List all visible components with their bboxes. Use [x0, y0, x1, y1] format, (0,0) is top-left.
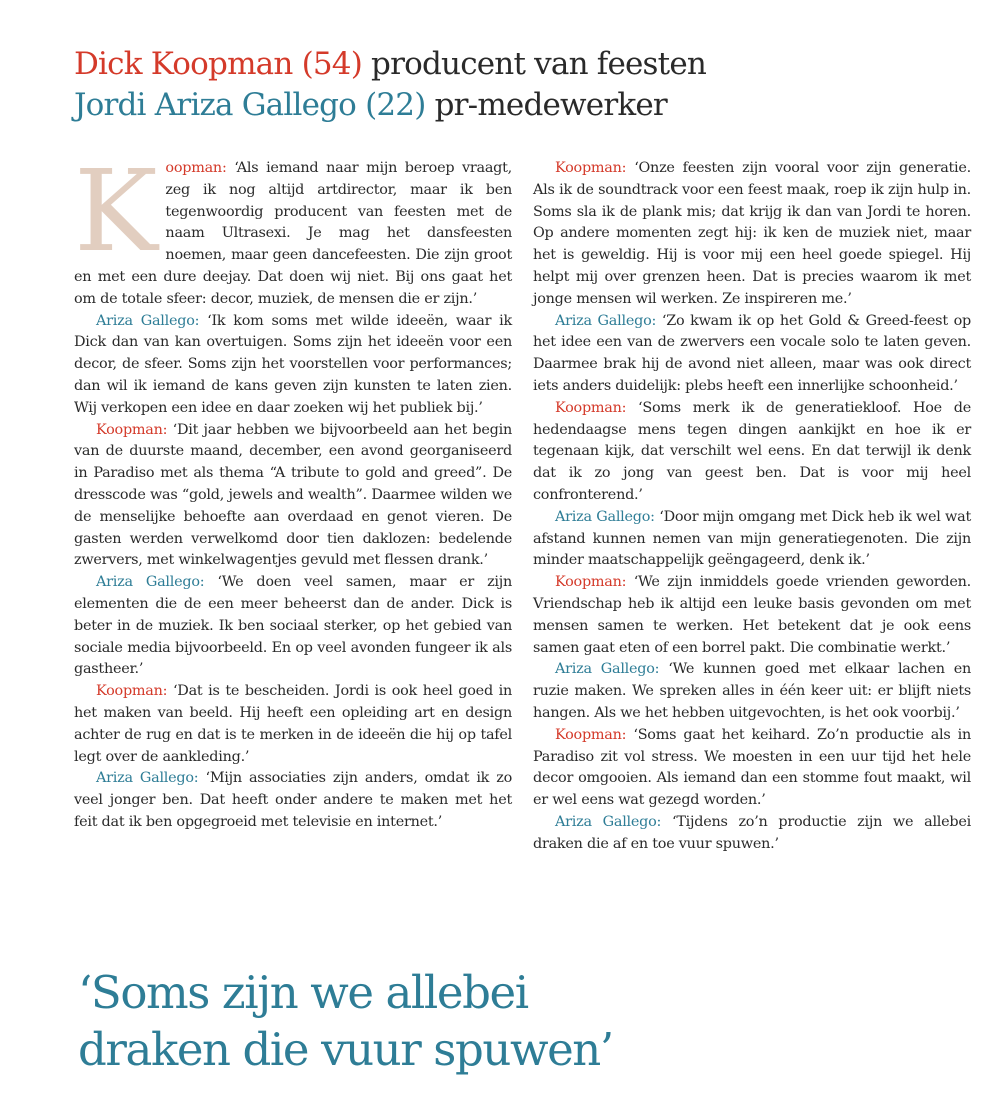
speaker-ariza-gallego: Ariza Gallego:	[555, 508, 655, 525]
paragraph-3	[74, 420, 512, 573]
paragraph-text: ‘Onze feesten zijn vooral voor zijn generatie. Als ik de soundtrack voor een feest maak, roep ik zijn hulp in. Soms sla ik de plank mis; dat krijg ik dan van Jordi te horen. Op andere momenten zegt hij: ik ken de muziek niet, maar het is geweldig. Hij is voor mij een heel goede spiegel. Hij helpt mij over grenzen heen. Dat is precies waarom ik met jonge mensen wil werken. Ze inspireren me.’	[533, 160, 971, 307]
paragraph-13	[533, 725, 971, 812]
speaker-koopman: Koopman:	[555, 574, 627, 591]
paragraph-8	[533, 311, 971, 398]
paragraph-text: ‘Mijn associaties zijn anders, omdat ik zo veel jonger ben. Dat heeft onder andere te maken met het feit dat ik ben opgegroeid met televisie en internet.’	[74, 770, 512, 830]
speaker-ariza-gallego: Ariza Gallego:	[96, 770, 199, 787]
paragraph-text: ‘We kunnen goed met elkaar lachen en ruzie maken. We spreken alles in één keer uit: er blijft niets hangen. Als we het hebben uitgevochten, is het ook voorbij.’	[533, 661, 971, 721]
paragraph-text: ‘Dit jaar hebben we bijvoorbeeld aan het begin van de duurste maand, december, een avond georganiseerd in Paradiso met als thema “A tribute to gold and greed”. De dresscode was “gold, jewels and wealth”. Daarmee wilden we de menselijke behoefte aan overdaad en genot vieren. De gasten werden verwelkomd door tien daklozen: bedelende zwervers, met winkelwagentjes gevuld met flessen drank.’	[74, 421, 512, 569]
speaker-koopman: Koopman:	[96, 421, 168, 438]
speaker-koopman: Koopman:	[555, 399, 627, 416]
speaker-koopman: Koopman:	[96, 683, 168, 700]
speaker-ariza-gallego: Ariza Gallego:	[96, 574, 205, 591]
paragraph-1	[74, 147, 512, 311]
paragraph-text: ‘We zijn inmiddels goede vrienden geworden. Vriendschap heb ik altijd een leuke basis gevonden om met mensen samen te werken. Het betekent dat je ook eens samen gaat eten of een borrel pakt. Die combinatie werkt.’	[533, 574, 971, 656]
pull-quote	[78, 964, 938, 1078]
article-column-left	[74, 147, 512, 834]
speaker-koopman: Koopman:	[555, 160, 627, 176]
pull-quote-line-1: ‘Soms zijn we allebei	[78, 966, 528, 1019]
paragraph-7	[533, 158, 971, 311]
header-name-ariza: Jordi Ariza Gallego (22)	[74, 87, 426, 123]
paragraph-text: ‘Ik kom soms met wilde ideeën, waar ik Dick dan van kan overtuigen. Soms zijn het ideeën voor een decor, de sfeer. Soms zijn het voorstellen voor performances; dan wil ik iemand de kans geven zijn kunsten te laten zien. Wij verkopen een idee en daar zoeken wij het publiek bij.’	[74, 312, 512, 416]
paragraph-text: ‘Door mijn omgang met Dick heb ik wel wat afstand kunnen nemen van mijn generatiegenoten. Die zijn minder maatschappelijk geëngageerd, denk ik.’	[533, 508, 971, 569]
paragraph-text: ‘Soms gaat het keihard. Zo’n productie als in Paradiso zit vol stress. We moesten in een uur tijd het hele decor omgooien. Als iemand dan een stomme fout maakt, wil er wel eens wat gezegd worden.’	[533, 726, 971, 809]
paragraph-4	[74, 572, 512, 681]
header-line-koopman	[74, 44, 954, 85]
header-line-ariza	[74, 85, 954, 126]
paragraph-text: ‘Zo kwam ik op het Gold & Greed-feest op het idee een van de zwervers een vocale solo te laten geven. Daarmee brak hij de avond niet alleen, maar was ook direct iets anders duidelijk: plebs heeft een innerlijke schoonheid.’	[533, 312, 971, 394]
paragraph-9	[533, 398, 971, 507]
header-role-ariza: pr-medewerker	[425, 87, 667, 123]
article-column-right	[533, 158, 971, 856]
paragraph-10	[533, 507, 971, 572]
paragraph-text: ‘Soms merk ik de generatiekloof. Hoe de hedendaagse mens tegen dingen aankijkt en hoe ik er tegenaan kijk, dat verschilt wel eens. En dat terwijl ik denk dat ik zo jong van geest ben. Dat is voor mij heel confronterend.’	[533, 399, 971, 503]
speaker-ariza-gallego: Ariza Gallego:	[555, 813, 662, 830]
paragraph-text: ‘Tijdens zo’n productie zijn we allebei draken die af en toe vuur spuwen.’	[533, 813, 971, 852]
header-name-koopman: Dick Koopman (54)	[74, 46, 362, 82]
paragraph-text: ‘Dat is te bescheiden. Jordi is ook heel goed in het maken van beeld. Hij heeft een opleiding art en design achter de rug en dat is te merken in de ideeën die hij op tafel legt over de aankleding.’	[74, 683, 512, 765]
pull-quote-line-2: draken die vuur spuwen’	[78, 1023, 613, 1076]
article-header	[74, 44, 954, 126]
speaker-ariza-gallego: Ariza Gallego:	[96, 312, 200, 329]
speaker-ariza-gallego: Ariza Gallego:	[555, 312, 657, 329]
paragraph-5	[74, 681, 512, 768]
speaker-ariza-gallego: Ariza Gallego:	[555, 661, 660, 678]
paragraph-2	[74, 311, 512, 420]
drop-cap: K	[74, 147, 158, 277]
speaker-koopman: oopman:	[165, 160, 227, 176]
paragraph-12	[533, 659, 971, 724]
paragraph-14	[533, 812, 971, 856]
speaker-koopman: Koopman:	[555, 726, 627, 743]
paragraph-11	[533, 572, 971, 659]
paragraph-6	[74, 768, 512, 833]
header-role-koopman: producent van feesten	[362, 46, 707, 82]
paragraph-text: ‘We doen veel samen, maar er zijn elementen die de een meer beheerst dan de ander. Dick is beter in de muziek. Ik ben sociaal sterker, op het gebied van sociale media bijvoorbeeld. En op veel avonden fungeer ik als gastheer.’	[74, 574, 512, 678]
paragraph-text: ‘Als iemand naar mijn beroep vraagt, zeg ik nog altijd artdirector, maar ik ben tegenwoordig producent van feesten met de naam Ultrasexi. Je mag het dansfeesten noemen, maar geen dancefeesten. Die zijn groot en met een dure deejay. Dat doen wij niet. Bij ons gaat het om de totale sfeer: decor, muziek, de mensen die er zijn.’	[74, 160, 512, 307]
